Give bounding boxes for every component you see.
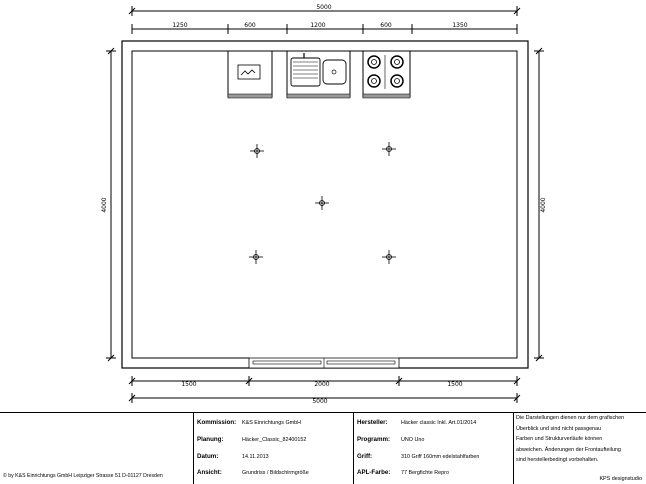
disclaimer-notes — [516, 413, 644, 466]
title-block — [0, 412, 646, 484]
note-line: sind herstellerbedingt vorbehalten. — [516, 457, 599, 463]
bottom-segment-label-3: 1500 — [447, 381, 463, 388]
kitchen-unit-sink — [287, 51, 350, 98]
field-label: Planung: — [197, 436, 224, 443]
field-value: K&S Einrichtungs GmbH — [242, 420, 302, 426]
field-label: Ansicht: — [197, 469, 222, 476]
field-value: Grundriss / Bildschirmgröße — [242, 470, 309, 476]
field-value: UNO Uno — [401, 437, 425, 443]
left-height-label: 4000 — [101, 197, 108, 213]
field-value: Häcker_Classic_82400152 — [242, 437, 307, 443]
top-segment-label-4: 600 — [380, 22, 392, 29]
kitchen-unit-dishwasher — [228, 51, 272, 98]
field-label: Programm: — [357, 436, 391, 443]
field-label: APL-Farbe: — [357, 469, 391, 476]
light-marker — [382, 142, 396, 156]
note-line: Farben und Strukturverläufe können — [516, 436, 603, 442]
right-height-label: 4000 — [540, 197, 547, 213]
note-line: Überblick und sind nicht passgenau — [516, 425, 602, 432]
top-segment-label-5: 1350 — [452, 22, 468, 29]
field-value: Häcker classic Inkl. Art.01/2014 — [401, 420, 477, 426]
bottom-segment-label-1: 1500 — [181, 381, 197, 388]
note-line: abweichen. Änderungen der Frontaufteilung — [516, 446, 621, 453]
light-marker — [315, 196, 329, 210]
light-marker — [250, 144, 264, 158]
top-segment-label-1: 1250 — [172, 22, 188, 29]
copyright-text: © by K&S Einrichtungs GmbH Leipziger Strasse 51 D-01127 Dresden — [3, 473, 163, 479]
field-value: 310 Griff 160mm edelstahlfarben — [401, 454, 480, 460]
field-label: Datum: — [197, 453, 219, 460]
kitchen-unit-cooktop — [363, 51, 410, 98]
title-block-right-fields — [353, 413, 513, 484]
field-value: 77 Bergfichte Repro — [401, 470, 449, 476]
field-value: 14.11.2013 — [242, 454, 269, 460]
field-label: Kommission: — [197, 419, 237, 426]
studio-credit: KPS designstudio — [599, 476, 642, 482]
light-marker — [249, 250, 263, 264]
title-block-left-fields — [193, 413, 353, 484]
field-label: Hersteller: — [357, 419, 388, 426]
top-segment-label-3: 1200 — [310, 22, 326, 29]
note-line: Die Darstellungen dienen nur dem grafischen — [516, 415, 625, 421]
top-total-label: 5000 — [316, 4, 332, 11]
bottom-segment-label-2: 2000 — [314, 381, 330, 388]
top-segment-label-2: 600 — [244, 22, 256, 29]
window-opening — [249, 357, 399, 368]
light-marker — [382, 250, 396, 264]
bottom-total-label: 5000 — [312, 398, 328, 405]
field-label: Griff: — [357, 453, 373, 460]
